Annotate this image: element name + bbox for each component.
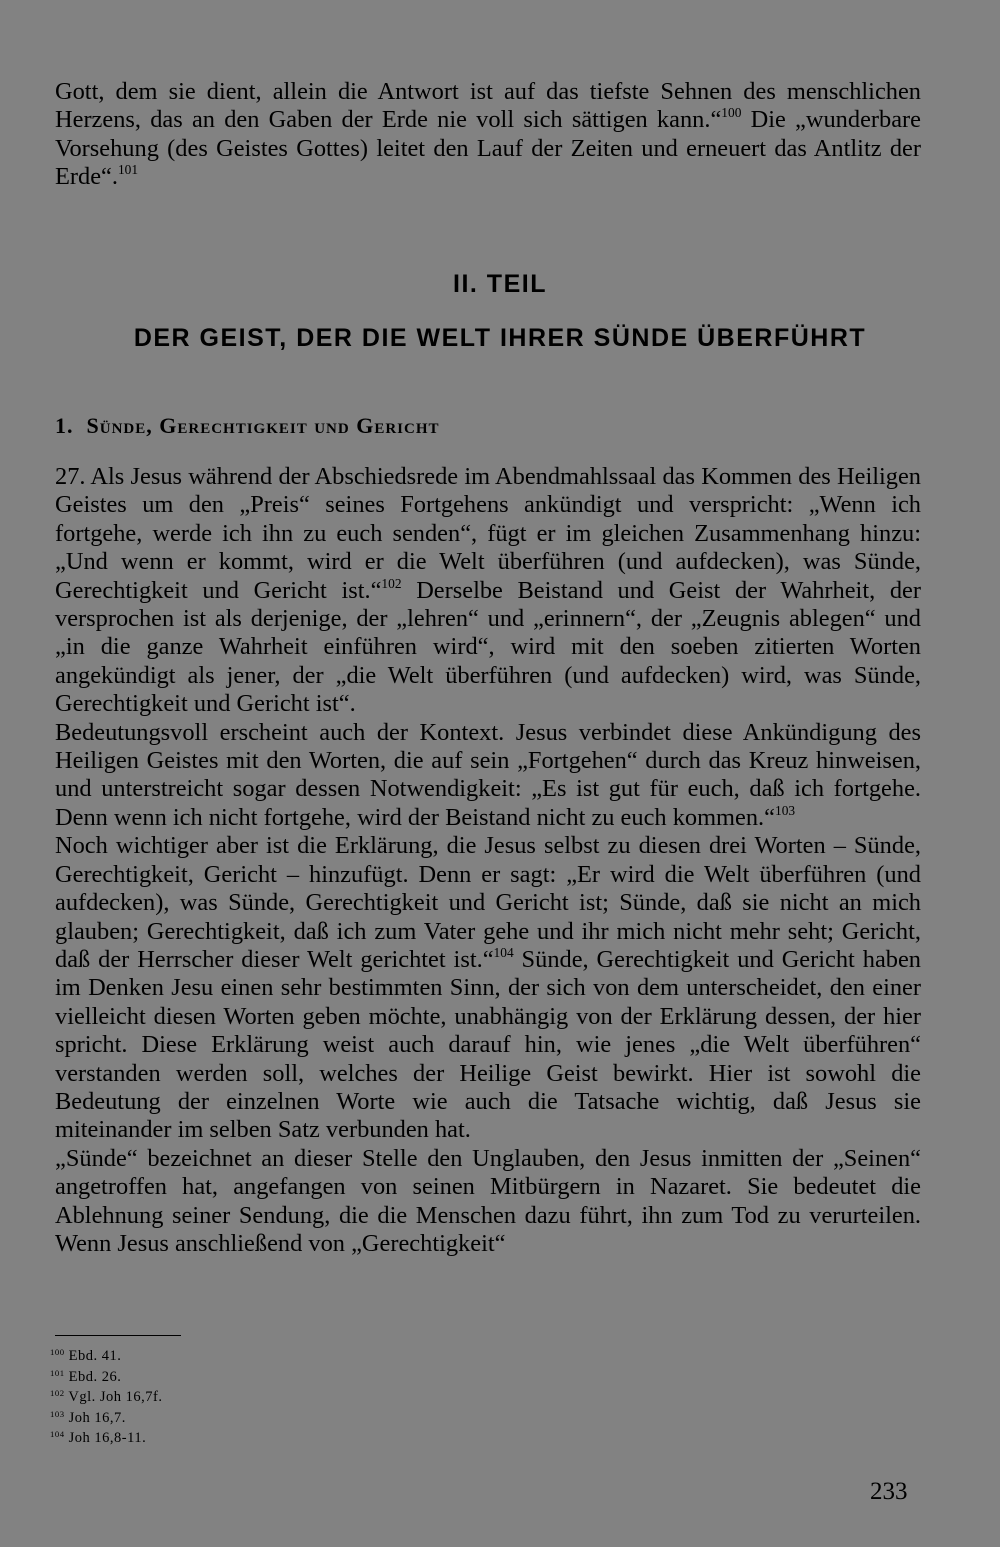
section-title: Sünde, Gerechtigkeit und Gericht <box>86 413 440 438</box>
footnote-ref: 104 <box>493 944 514 960</box>
part-number: II. TEIL <box>453 270 547 298</box>
footnote: $^{101}$ Ebd. 26. <box>50 1367 122 1385</box>
footnote-divider <box>55 1335 181 1336</box>
opening-paragraph: Gott, dem sie dient, allein die Antwort ist auf das tiefste Sehnen des menschlichen Herzens, das an den Gaben der Erde nie voll sich sättigen kann.“$^{100}$ Die „wunderbare Vorsehung (des Geistes Gottes) leitet den Lauf der Zeiten und erneuert das Antlitz der Erde“.$^{101}$ <box>55 78 921 191</box>
footnote: $^{102}$ Vgl. Joh 16,7f. <box>50 1387 163 1405</box>
section-heading <box>55 413 440 439</box>
footnote-ref: 103 <box>774 802 796 818</box>
footnote-ref: 102 <box>381 575 402 591</box>
paragraph-explanation: Noch wichtiger aber ist die Erklärung, die Jesus selbst zu diesen drei Worten – Sünde, Gerechtigkeit, Gericht – hinzufügt. Denn er sagt: „Er wird die Welt überführen (und aufdecken), was Sünde, Gerechtigkeit und Gericht ist; Sünde, daß sie nicht an mich glauben; Gerechtigkeit, daß ich zum Vater gehe und ihr mich nicht mehr seht; Gericht, daß der Herrscher dieser Welt gerichtet ist.“$^{104}$ Sünde, Gerechtigkeit und Gericht haben im Denken Jesu einen sehr bestimmten Sinn, der sich von dem unterscheidet, den einer vielleicht diesen Worten geben möchte, unabhängig von der Erklärung dessen, der hier spricht. Diese Erklärung weist auch darauf hin, wie jenes „die Welt überführen“ verstanden werden soll, welches der Heilige Geist bewirkt. Hier ist sowohl die Bedeutung der einzelnen Worte wie auch die Tatsache wichtig, daß Jesus sie miteinander im selben Satz verbunden hat. <box>55 832 921 1144</box>
page-number: 233 <box>870 1478 908 1505</box>
footnote-ref: 101 <box>117 162 139 178</box>
footnote: $^{104}$ Joh 16,8-11. <box>50 1428 147 1446</box>
footnote: $^{103}$ Joh 16,7. <box>50 1408 126 1426</box>
paragraph-suende: „Sünde“ bezeichnet an dieser Stelle den Unglauben, den Jesus inmitten der „Seinen“ angetroffen hat, angefangen von seinen Mitbürgern in Nazaret. Sie bedeutet die Ablehnung seiner Sendung, die die Menschen dazu führt, ihn zum Tod zu verurteilen. Wenn Jesus anschließend von „Gerechtigkeit“ <box>55 1144 921 1257</box>
main-text <box>55 463 921 1258</box>
footnotes <box>50 1346 163 1449</box>
section-number: 1. <box>55 413 74 438</box>
paragraph-context: Bedeutungsvoll erscheint auch der Kontext. Jesus verbindet diese Ankündigung des Heiligen Geistes mit den Worten, die auf sein „Fortgehen“ durch das Kreuz hinweisen, und unterstreicht sogar dessen Notwendigkeit: „Es ist gut für euch, daß ich fortgehe. Denn wenn ich nicht fortgehe, wird der Beistand nicht zu euch kommen.“$^{103}$ <box>55 718 921 831</box>
footnote: $^{100}$ Ebd. 41. <box>50 1346 122 1364</box>
part-title: DER GEIST, DER DIE WELT IHRER SÜNDE ÜBERFÜHRT <box>133 324 867 352</box>
footnote-ref: 100 <box>721 105 742 121</box>
paragraph-27: 27. Als Jesus während der Abschiedsrede im Abendmahlssaal das Kommen des Heiligen Geistes um den „Preis“ seines Fortgehens ankündigt und verspricht: „Wenn ich fortgehe, werde ich ihn zu euch senden“, fügt er im gleichen Zusammenhang hinzu: „Und wenn er kommt, wird er die Welt überführen (und aufdecken), was Sünde, Gerechtigkeit und Gericht ist.“$^{102}$ Derselbe Beistand und Geist der Wahrheit, der versprochen ist als derjenige, der „lehren“ und „erinnern“, der „Zeugnis ablegen“ und „in die ganze Wahrheit einführen wird“, wird mit den soeben zitierten Worten angekündigt als jener, der „die Welt überführen (und aufdecken) wird, was Sünde, Gerechtigkeit und Gericht ist“. <box>55 463 922 718</box>
